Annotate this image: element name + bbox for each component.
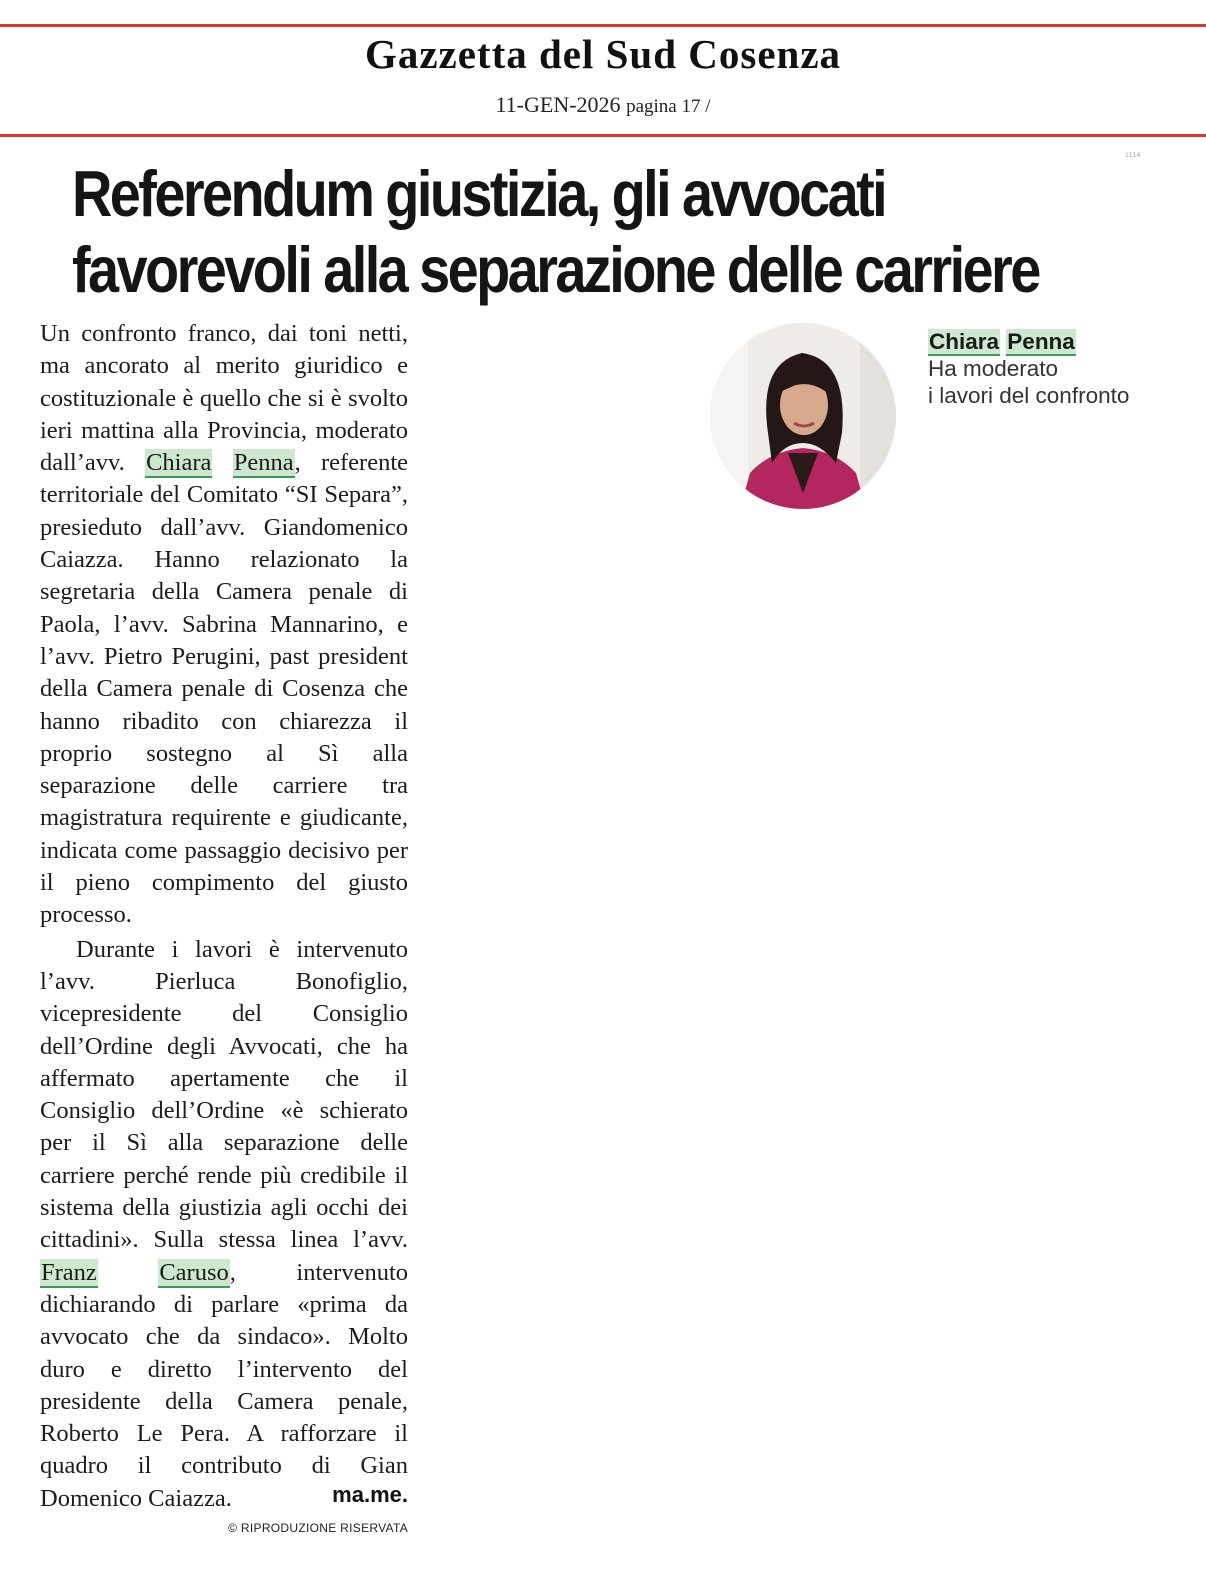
headline-line-2: favorevoli alla separazione delle carriere: [72, 233, 1039, 306]
highlight-franz[interactable]: Franz: [41, 1258, 97, 1286]
article-body: [40, 318, 408, 1515]
paragraph-2: [40, 934, 408, 1515]
issue-date: 11-GEN-2026: [495, 92, 621, 117]
portrait-illustration: [710, 323, 896, 509]
headline-line-1: Referendum giustizia, gli avvocati: [72, 157, 886, 230]
header-bottom-rule: [0, 134, 1206, 137]
dateline: [0, 92, 1206, 118]
masthead: Gazzetta del Sud Cosenza: [364, 31, 842, 77]
highlight-penna[interactable]: Penna: [233, 449, 294, 477]
article-headline: [72, 156, 1039, 308]
page-number: pagina 17 /: [626, 96, 711, 117]
copyright-notice: © RIPRODUZIONE RISERVATA: [228, 1521, 408, 1535]
highlight-caruso[interactable]: Caruso: [159, 1258, 229, 1286]
p1-text-a: Un confronto franco, dai toni netti, ma ancorato al merito giuridico e costituzionale è quello che si è svolto ieri mattina alla Provincia, moderato dall’avv.: [40, 320, 408, 477]
caption-highlight-chiara[interactable]: Chiara: [929, 329, 1000, 354]
author-signature: ma.me.: [332, 1482, 408, 1507]
p2-text-b: , intervenuto dichiarando di parlare «prima da avvocato che da sindaco». Molto duro e diretto l’intervento del presidente della Camera penale, Roberto Le Pera. A rafforzare il quadro il contributo di Gian Domenico Caiazza.: [40, 1258, 409, 1512]
p2-text-a: Durante i lavori è intervenuto l’avv. Pierluca Bonofiglio, vicepresidente del Consiglio dell’Ordine degli Avvocati, che ha affermato apertamente che il Consiglio dell’Ordine «è schierato per il Sì alla separazione delle carriere perché rende più credibile il sistema della giustizia agli occhi dei cittadini». Sulla stessa linea l’avv.: [40, 935, 408, 1254]
paragraph-1: [40, 318, 408, 932]
caption-name: [928, 328, 1188, 355]
p1-text-b: , referente territoriale del Comitato “SI Separa”, presieduto dall’avv. Giandomenico Caiazza. Hanno relazionato la segretaria della Camera penale di Paola, l’avv. Sabrina Mannarino, e l’avv. Pietro Perugini, past president della Camera penale di Cosenza che hanno ribadito con chiarezza il proprio sostegno al Sì alla separazione delle carriere tra magistratura requirente e giudicante, indicata come passaggio decisivo per il pieno compimento del giusto processo.: [40, 449, 408, 929]
portrait-photo: [710, 323, 896, 509]
caption-line-1: Ha moderato: [928, 356, 1059, 381]
corner-mark: 1114: [1125, 152, 1141, 159]
photo-caption: [928, 328, 1188, 409]
caption-line-2: i lavori del confronto: [928, 383, 1130, 408]
caption-highlight-penna[interactable]: Penna: [1007, 329, 1075, 354]
highlight-chiara[interactable]: Chiara: [146, 449, 212, 477]
top-red-rule: [0, 24, 1206, 27]
